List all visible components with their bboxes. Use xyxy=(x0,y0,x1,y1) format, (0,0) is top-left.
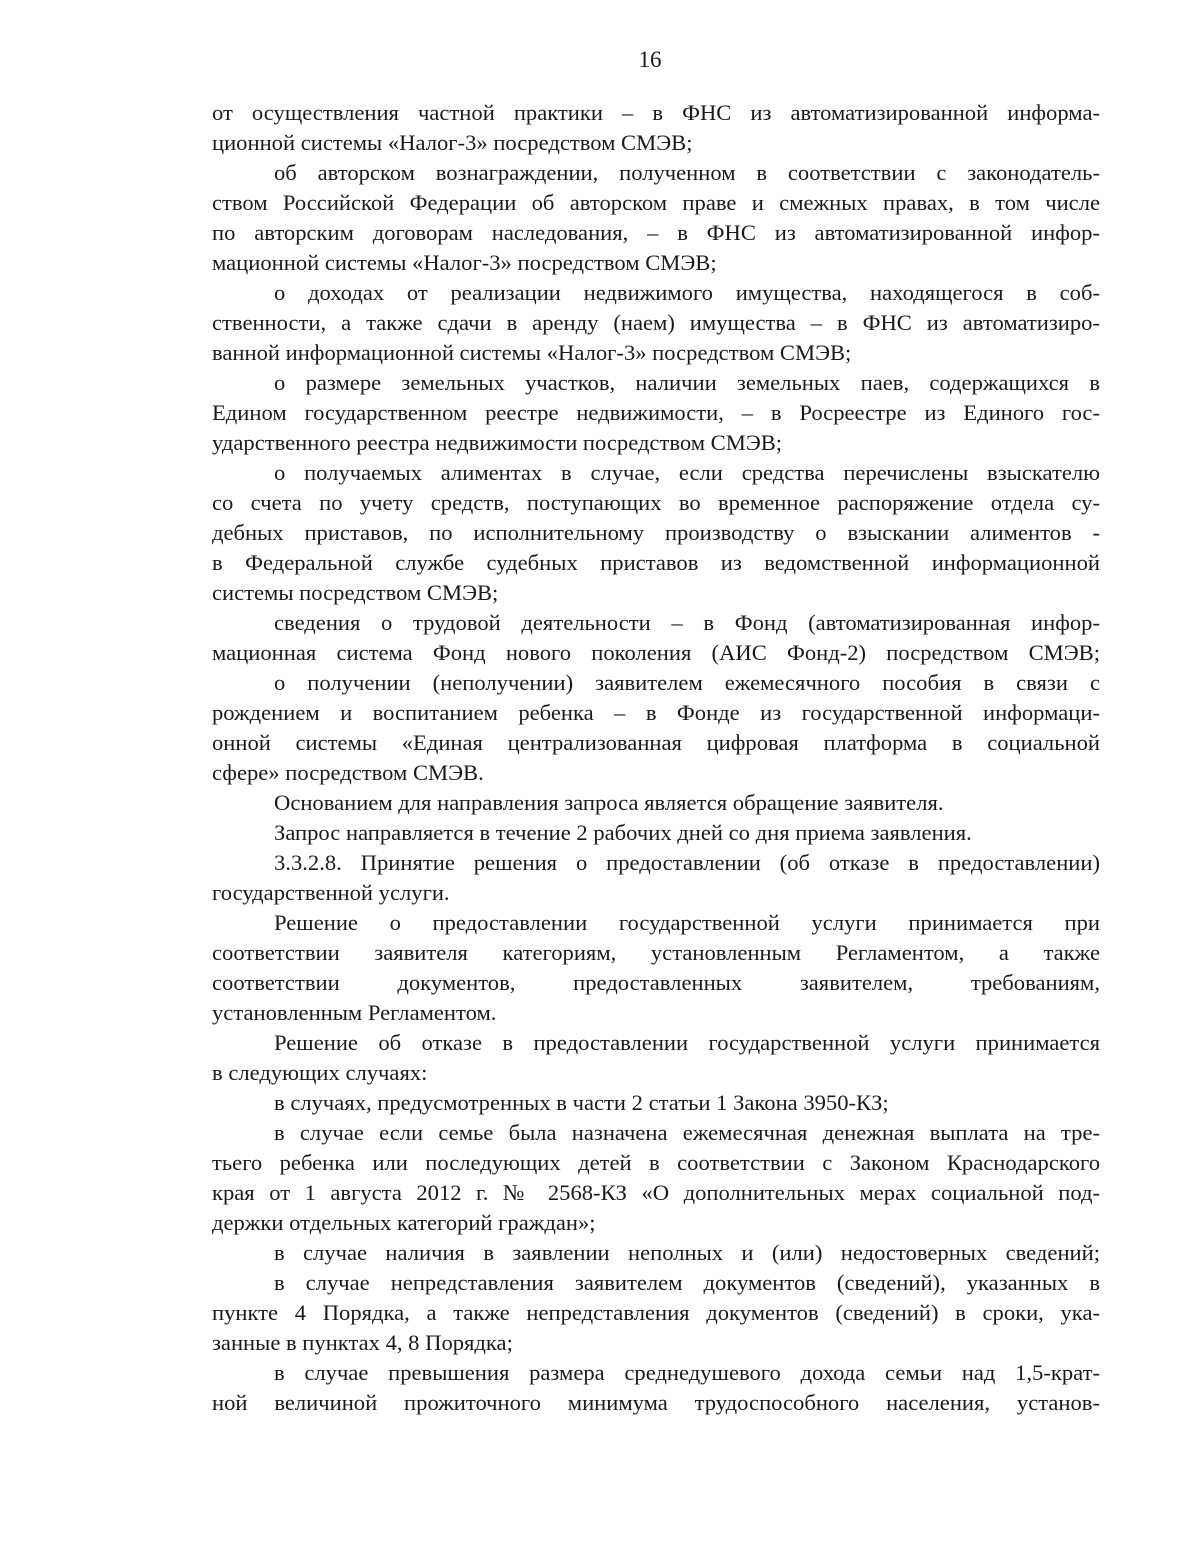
text-line: Основанием для направления запроса является обращение заявителя. xyxy=(274,790,944,815)
text-line: пункте 4 Порядка, а также непредставления документов (сведений) в сроки, ука- xyxy=(212,1300,1100,1325)
text-line: ной величиной прожиточного минимума трудоспособного населения, установ- xyxy=(212,1390,1100,1415)
text-line: Запрос направляется в течение 2 рабочих дней со дня приема заявления. xyxy=(274,820,972,845)
text-line: Едином государственном реестре недвижимости, – в Росреестре из Единого гос- xyxy=(212,400,1100,425)
document-text xyxy=(212,98,1100,1418)
text-line: онной системы «Единая централизованная цифровая платформа в социальной xyxy=(212,730,1100,755)
text-line: в случае наличия в заявлении неполных и (или) недостоверных сведений; xyxy=(274,1240,1100,1265)
text-line: системы посредством СМЭВ; xyxy=(212,580,499,605)
text-line: установленным Регламентом. xyxy=(212,1000,497,1025)
text-line: в случаях, предусмотренных в части 2 статьи 1 Закона 3950-КЗ; xyxy=(274,1090,889,1115)
text-line: в следующих случаях: xyxy=(212,1060,428,1085)
text-line: от осуществления частной практики – в ФНС из автоматизированной информа- xyxy=(212,100,1100,125)
text-line: ударственного реестра недвижимости посредством СМЭВ; xyxy=(212,430,783,455)
text-line: в случае превышения размера среднедушевого дохода семьи над 1,5-крат- xyxy=(274,1360,1100,1385)
text-line: ционной системы «Налог-3» посредством СМЭВ; xyxy=(212,130,693,155)
text-line: соответствии документов, предоставленных заявителем, требованиям, xyxy=(212,970,1100,995)
page-number: 16 xyxy=(638,47,662,72)
text-line: 3.3.2.8. Принятие решения о предоставлении (об отказе в предоставлении) xyxy=(274,850,1100,875)
text-line: ственности, а также сдачи в аренду (наем) имущества – в ФНС из автоматизиро- xyxy=(212,310,1100,335)
text-line: Решение о предоставлении государственной услуги принимается при xyxy=(274,910,1100,935)
text-line: сведения о трудовой деятельности – в Фонд (автоматизированная инфор- xyxy=(274,610,1100,635)
text-line: о размере земельных участков, наличии земельных паев, содержащихся в xyxy=(274,370,1100,395)
text-line: о получении (неполучении) заявителем ежемесячного пособия в связи с xyxy=(274,670,1100,695)
text-line: мационной системы «Налог-3» посредством СМЭВ; xyxy=(212,250,717,275)
text-line: ванной информационной системы «Налог-3» посредством СМЭВ; xyxy=(212,340,852,365)
text-line: Решение об отказе в предоставлении государственной услуги принимается xyxy=(274,1030,1100,1055)
text-line: мационная система Фонд нового поколения (АИС Фонд-2) посредством СМЭВ; xyxy=(212,640,1100,665)
text-line: сфере» посредством СМЭВ. xyxy=(212,760,484,785)
text-line: в Федеральной службе судебных приставов из ведомственной информационной xyxy=(212,550,1100,575)
text-line: занные в пунктах 4, 8 Порядка; xyxy=(212,1330,513,1355)
text-line: по авторским договорам наследования, – в ФНС из автоматизированной инфор- xyxy=(212,220,1100,245)
text-line: ством Российской Федерации об авторском праве и смежных правах, в том числе xyxy=(212,190,1100,215)
text-line: о получаемых алиментах в случае, если средства перечислены взыскателю xyxy=(274,460,1100,485)
text-line: в случае непредставления заявителем документов (сведений), указанных в xyxy=(274,1270,1100,1295)
text-line: соответствии заявителя категориям, установленным Регламентом, а также xyxy=(212,940,1100,965)
text-line: со счета по учету средств, поступающих во временное распоряжение отдела су- xyxy=(212,490,1100,515)
text-line: края от 1 августа 2012 г. № 2568-КЗ «О дополнительных мерах социальной под- xyxy=(212,1180,1100,1205)
text-line: держки отдельных категорий граждан»; xyxy=(212,1210,596,1235)
text-line: в случае если семье была назначена ежемесячная денежная выплата на тре- xyxy=(274,1120,1100,1145)
text-line: дебных приставов, по исполнительному производству о взыскании алиментов - xyxy=(212,520,1100,545)
text-line: тьего ребенка или последующих детей в соответствии с Законом Краснодарского xyxy=(212,1150,1100,1175)
text-line: рождением и воспитанием ребенка – в Фонде из государственной информаци- xyxy=(212,700,1100,725)
text-line: об авторском вознаграждении, полученном в соответствии с законодатель- xyxy=(274,160,1100,185)
text-line: о доходах от реализации недвижимого имущества, находящегося в соб- xyxy=(274,280,1100,305)
text-line: государственной услуги. xyxy=(212,880,450,905)
